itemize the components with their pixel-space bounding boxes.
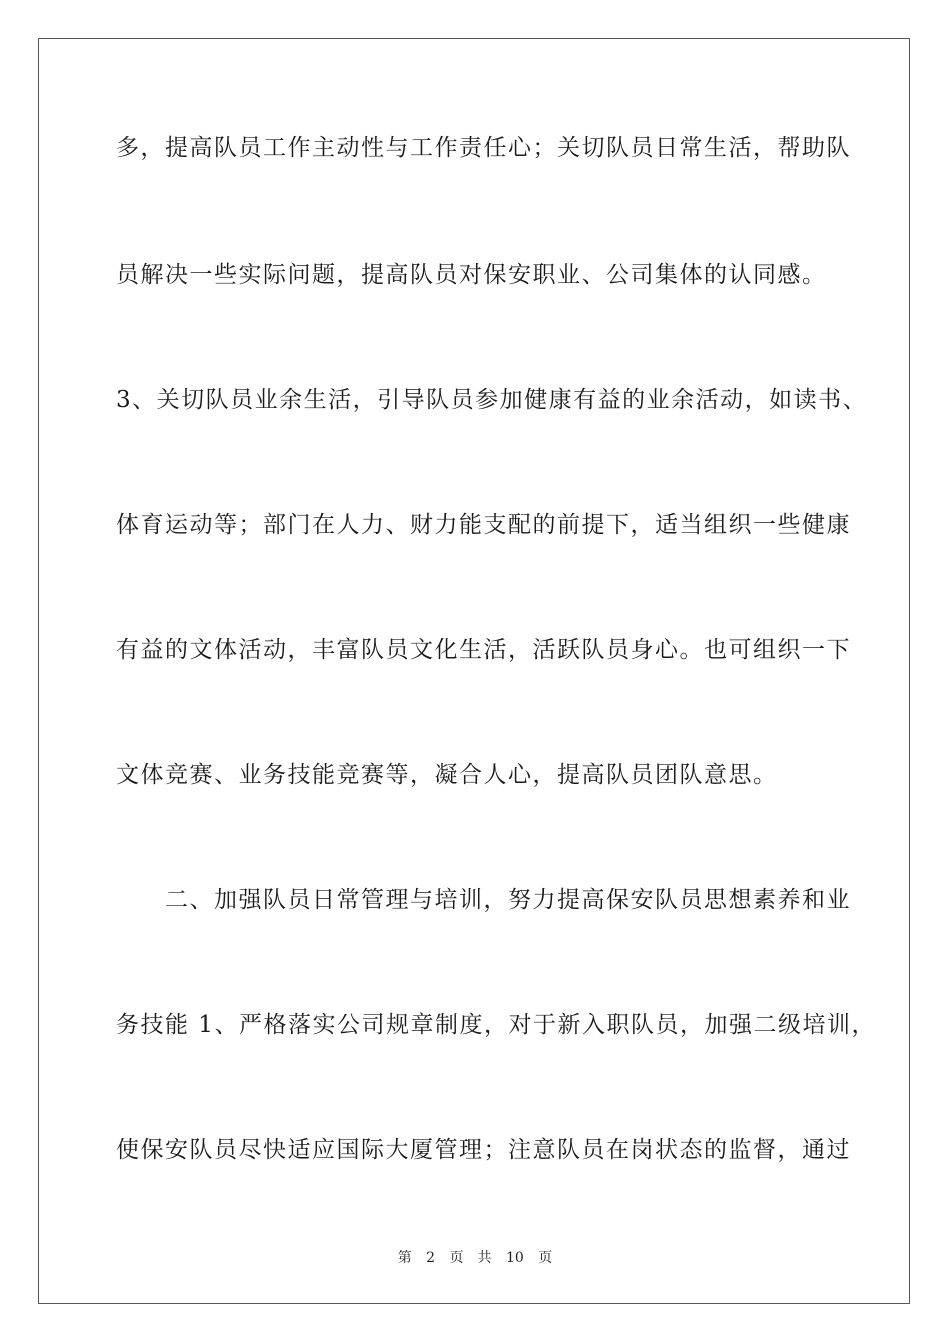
- body-text-line: 员解决一些实际问题，提高队员对保安职业、公司集体的认同感。: [116, 262, 827, 288]
- body-text-line: 务技能 1、严格落实公司规章制度，对于新入职队员，加强二级培训，: [116, 1012, 876, 1038]
- body-text-line: 3、关切队员业余生活，引导队员参加健康有益的业余活动，如读书、: [116, 387, 868, 413]
- body-text-line: 多，提高队员工作主动性与工作责任心；关切队员日常生活，帮助队: [116, 135, 851, 161]
- body-text-line: 二、加强队员日常管理与培训，努力提高保安队员思想素养和业: [116, 887, 851, 913]
- body-text-line: 有益的文体活动，丰富队员文化生活，活跃队员身心。也可组织一下: [116, 637, 851, 663]
- body-text-line: 体育运动等；部门在人力、财力能支配的前提下，适当组织一些健康: [116, 512, 851, 538]
- body-text-line: 文体竞赛、业务技能竞赛等，凝合人心，提高队员团队意思。: [116, 762, 778, 788]
- page-number-footer: 第 2 页 共 10 页: [397, 1250, 553, 1266]
- body-text-line: 使保安队员尽快适应国际大厦管理；注意队员在岗状态的监督，通过: [116, 1137, 851, 1163]
- page-border: [38, 38, 910, 1304]
